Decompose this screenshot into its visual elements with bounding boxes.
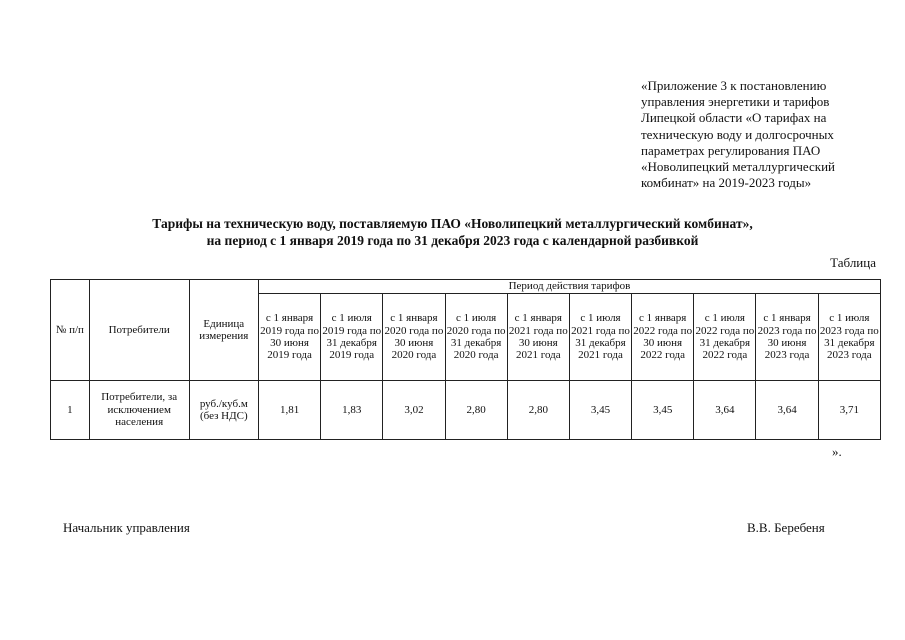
appendix-line: комбинат» на 2019-2023 годы»: [641, 175, 812, 191]
tariff-value: 2,80: [445, 381, 507, 440]
header-period-cell: с 1 января 2022 года по 30 июня 2022 года: [632, 294, 694, 381]
header-number: № п/п: [51, 280, 90, 381]
tariff-value: 2,80: [507, 381, 569, 440]
row-consumer: Потребители, за исключением населения: [89, 381, 189, 440]
tariff-value: 1,83: [321, 381, 383, 440]
document-title: [40, 215, 865, 249]
table-row: [51, 381, 881, 440]
header-period-cell: с 1 июля 2020 года по 31 декабря 2020 года: [445, 294, 507, 381]
title-line-2: на период с 1 января 2019 года по 31 декабря 2023 года с календарной разбивкой: [206, 233, 699, 248]
tariff-table: [50, 279, 881, 440]
row-unit: руб./куб.м (без НДС): [189, 381, 258, 440]
appendix-line: «Приложение 3 к постановлению: [641, 78, 827, 93]
header-period-cell: с 1 июля 2021 года по 31 декабря 2021 года: [569, 294, 631, 381]
header-period-cell: с 1 июля 2019 года по 31 декабря 2019 года: [321, 294, 383, 381]
row-number: 1: [51, 381, 90, 440]
appendix-note: [641, 78, 891, 191]
header-period-cell: с 1 января 2023 года по 30 июня 2023 года: [756, 294, 818, 381]
header-period-cell: с 1 января 2021 года по 30 июня 2021 года: [507, 294, 569, 381]
header-period-cell: с 1 января 2019 года по 30 июня 2019 года: [258, 294, 320, 381]
table-label: Таблица: [830, 255, 876, 270]
tariff-value: 3,45: [632, 381, 694, 440]
appendix-line: «Новолипецкий металлургический: [641, 159, 835, 175]
header-unit: Единица измерения: [189, 280, 258, 381]
appendix-line: управления энергетики и тарифов: [641, 94, 830, 110]
signatory-position: Начальник управления: [63, 520, 190, 535]
tariff-value: 3,45: [569, 381, 631, 440]
title-line-1: Тарифы на техническую воду, поставляемую ПАО «Новолипецкий металлургический комбинат»,: [152, 216, 753, 231]
appendix-line: Липецкой области «О тарифах на: [641, 110, 827, 126]
closing-quote: ».: [832, 444, 842, 459]
appendix-line: параметрах регулирования ПАО: [641, 142, 821, 158]
tariff-value: 3,71: [818, 381, 880, 440]
tariff-value: 3,64: [756, 381, 818, 440]
header-consumers: Потребители: [89, 280, 189, 381]
header-period-cell: с 1 января 2020 года по 30 июня 2020 года: [383, 294, 445, 381]
signatory-name: В.В. Беребеня: [747, 520, 825, 535]
header-period: Период действия тарифов: [258, 280, 880, 294]
header-period-cell: с 1 июля 2023 года по 31 декабря 2023 года: [818, 294, 880, 381]
tariff-value: 3,02: [383, 381, 445, 440]
tariff-value: 3,64: [694, 381, 756, 440]
header-period-cell: с 1 июля 2022 года по 31 декабря 2022 года: [694, 294, 756, 381]
tariff-value: 1,81: [258, 381, 320, 440]
appendix-line: техническую воду и долгосрочных: [641, 126, 834, 142]
